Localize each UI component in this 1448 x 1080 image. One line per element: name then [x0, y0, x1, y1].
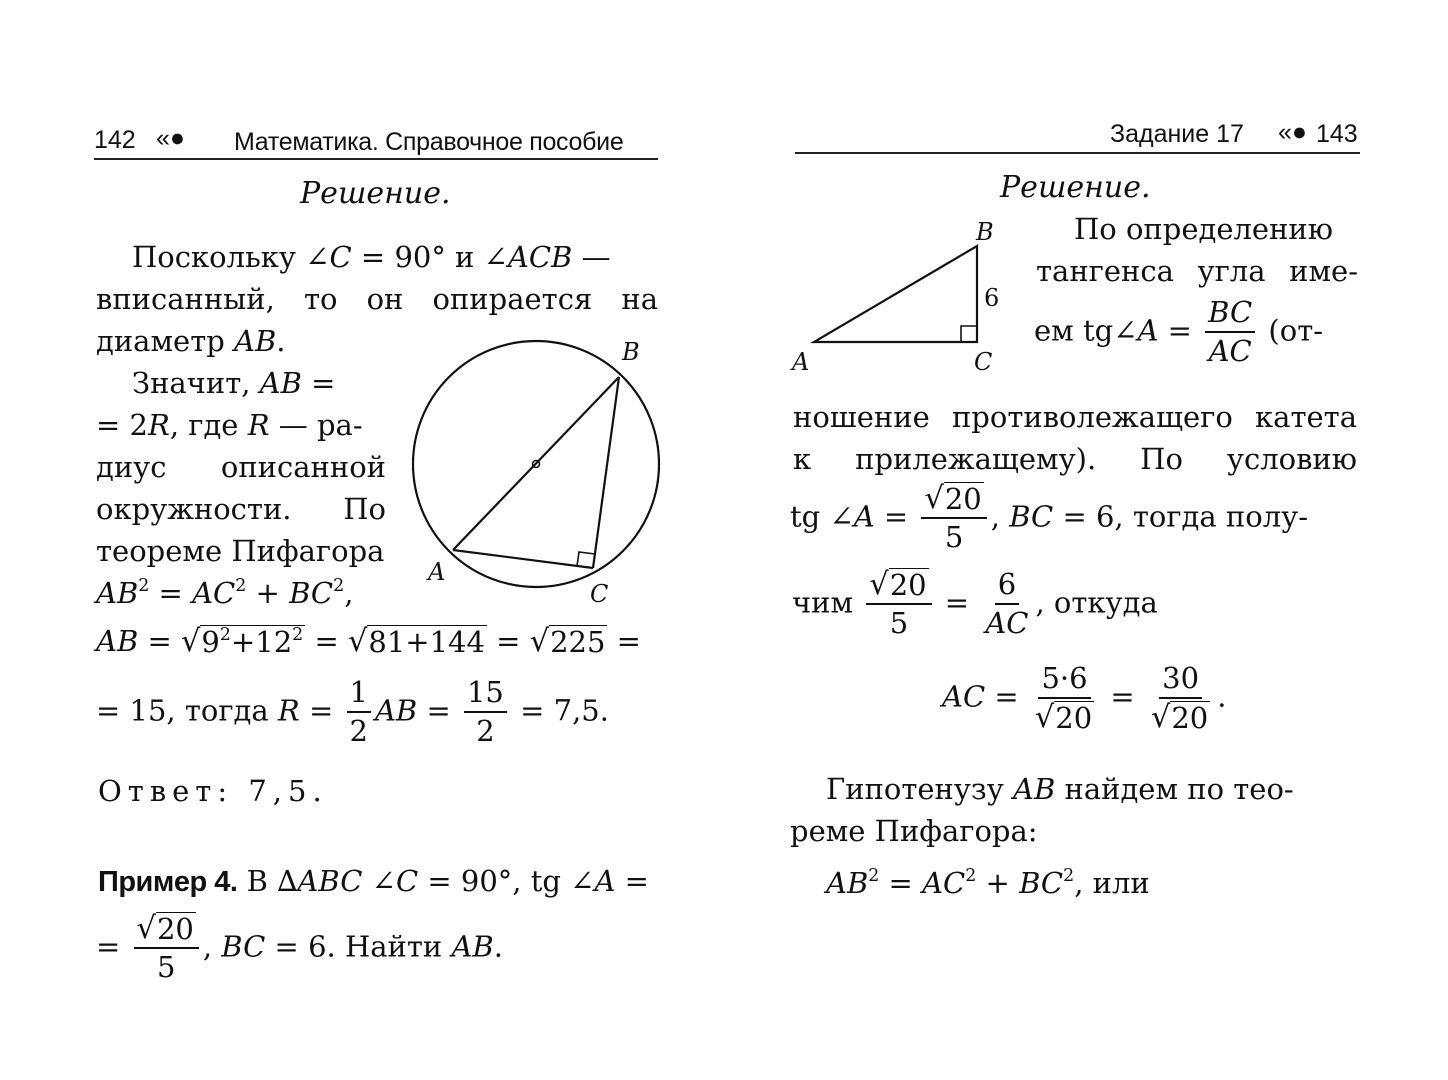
label-side-bc: 6	[984, 284, 1000, 312]
right-line4: ношение противолежащего катета	[793, 400, 1357, 434]
left-result-line: = 15, тогда R = $\frac{1}{2}$ AB = $\frac{15}{2}$ = 7,5.	[96, 675, 609, 749]
example-4-line1: Пример 4. В ∆ABC ∠C = 90°, tg ∠A =	[98, 864, 649, 898]
left-calculation-line: AB = √ $9^2+12^2$ = √ 81+144 = √ 225 =	[96, 624, 641, 660]
right-solution-heading: Решение.	[1000, 170, 1151, 205]
left-header-rule	[94, 158, 658, 160]
left-p2-line4: окружности. По	[96, 492, 386, 526]
circle-diagram	[400, 330, 680, 610]
right-angle-mark	[577, 552, 595, 566]
left-running-title: Математика. Справочное пособие	[234, 128, 624, 156]
left-ornament-icon: «●	[156, 124, 186, 152]
label-a: A	[792, 348, 810, 376]
right-condition-line: tg ∠A = √ 20 5 , BC = 6, тогда полу-	[790, 481, 1308, 555]
left-solution-heading: Решение.	[300, 176, 451, 211]
right-hyp-line1: Гипотенузу AB найдем по тео-	[826, 772, 1294, 806]
left-pythagoras-formula: $AB^2 = AC^2 + BC^2$,	[96, 575, 354, 610]
right-hyp-line2: реме Пифагора:	[790, 814, 1038, 848]
label-c: C	[590, 580, 609, 608]
side-ac	[453, 550, 593, 568]
left-p1-line1: Поскольку ∠C = 90° и ∠ACB —	[132, 240, 611, 274]
left-p2-line5: теореме Пифагора	[96, 534, 385, 568]
right-ornament-icon: «●	[1278, 118, 1308, 146]
right-angle-mark	[961, 326, 977, 342]
left-p2-line3: диус описанной	[96, 450, 386, 484]
left-p2-line2: = 2R, где R — ра-	[96, 408, 363, 442]
label-b: B	[976, 218, 994, 246]
right-header-rule	[795, 152, 1360, 154]
diameter-ab	[453, 377, 619, 550]
label-a: A	[428, 558, 446, 586]
right-last-formula: $AB^2 = AC^2 + BC^2$, или	[826, 865, 1150, 900]
label-c: C	[974, 348, 993, 376]
right-triangle-diagram	[784, 214, 1014, 384]
left-p2-line1: Значит, AB =	[132, 366, 336, 400]
right-def-line1: По определению	[1074, 212, 1333, 246]
left-p1-line2: вписанный, то он опирается на	[96, 282, 658, 316]
left-page-number: 142	[94, 126, 136, 154]
label-b: B	[622, 338, 640, 366]
left-answer: Ответ: 7,5.	[98, 774, 328, 808]
right-page-number: 143	[1316, 120, 1358, 148]
right-ac-formula: AC = 5·6 √ 20 = 30 √ 20 .	[942, 661, 1227, 736]
right-def-line2: тангенса угла име-	[1036, 254, 1358, 288]
triangle-abc	[814, 246, 977, 342]
right-def-line3: ем tg∠A = $\frac{BC}{AC}$ (от-	[1034, 295, 1324, 369]
side-bc	[593, 377, 619, 568]
right-get-line: чим √ 20 5 = $\frac{6}{AC}$ , откуда	[792, 567, 1158, 641]
left-p1-line3: диаметр AB.	[96, 324, 286, 358]
right-line5: к прилежащему). По условию	[793, 442, 1357, 476]
right-running-title: Задание 17	[1110, 120, 1244, 148]
example-4-line2: = √ 20 5 , BC = 6. Найти AB.	[96, 911, 503, 985]
